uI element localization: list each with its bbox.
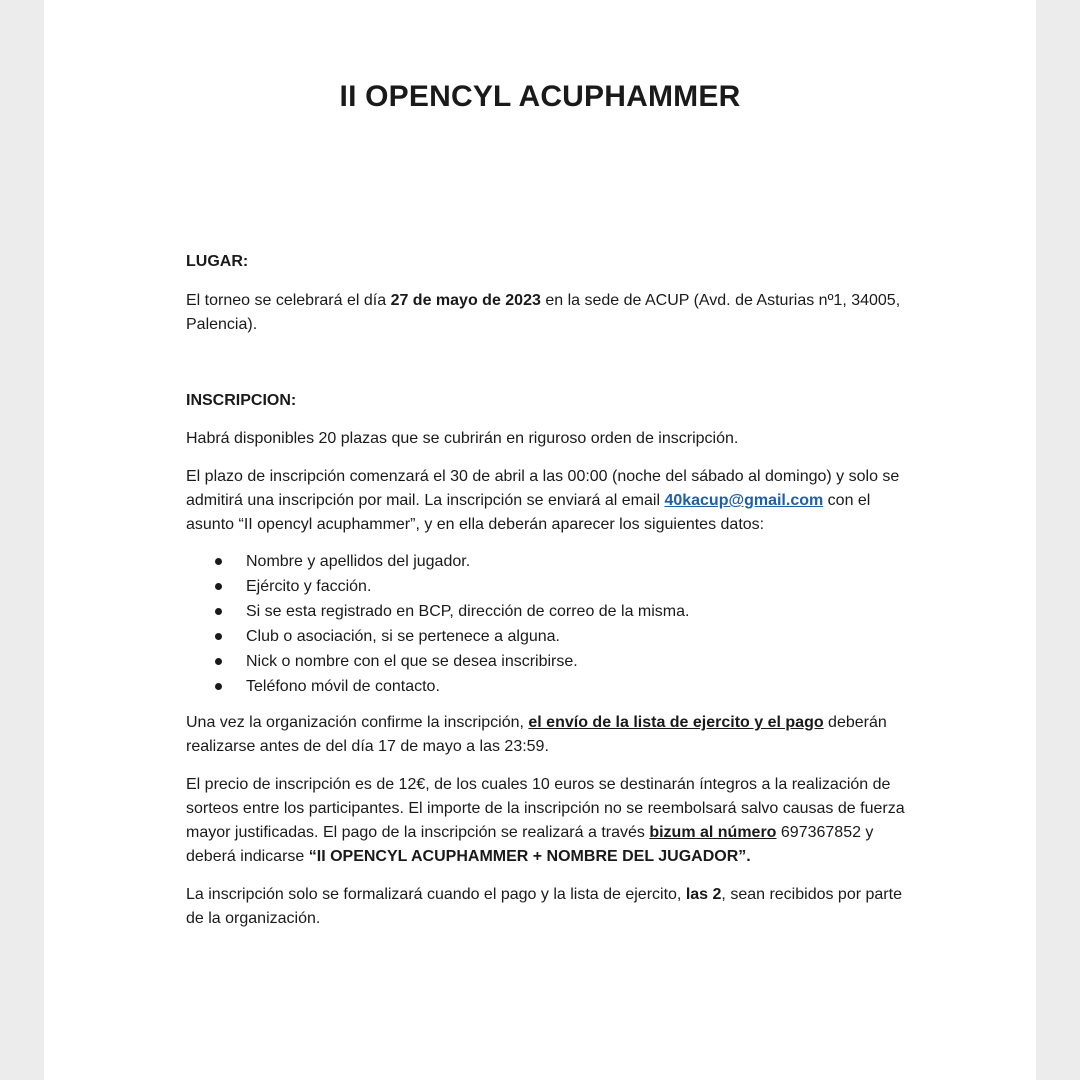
precio-text-2: 697367852 y deberá indicarse <box>186 824 874 865</box>
list-item <box>186 674 906 699</box>
precio-text-1: El precio de inscripción es de 12€, de los cuales 10 euros se destinarán íntegros a la realización de sorteos entre los participantes. El importe de la inscripción no se reembolsará salvo causas de fuerza mayor justificadas. El pago de la inscripción se realizará a través <box>186 776 905 841</box>
confirm-text-2: deberán realizarse antes de del día 17 de mayo a las 23:59. <box>186 714 887 755</box>
formal-text-1: La inscripción solo se formalizará cuando el pago y la lista de ejercito, <box>186 886 686 903</box>
list-item-text: Nick o nombre con el que se desea inscribirse. <box>246 653 578 670</box>
lugar-paragraph <box>186 289 906 337</box>
document-title: II OPENCYL ACUPHAMMER <box>339 80 741 113</box>
bullet-icon <box>215 558 222 565</box>
list-item <box>186 599 906 624</box>
list-item <box>186 649 906 674</box>
bullet-icon <box>215 683 222 690</box>
plazo-paragraph <box>186 465 906 537</box>
bullet-icon <box>215 658 222 665</box>
lugar-text-1: El torneo se celebrará el día <box>186 292 391 309</box>
document-page <box>44 0 1036 1080</box>
section-heading-lugar: LUGAR: <box>186 253 249 270</box>
confirm-emphasis: el envío de la lista de ejercito y el pago <box>528 714 824 731</box>
plazo-text-1: El plazo de inscripción comenzará el 30 de abril a las 00:00 (noche del sábado al domingo) y solo se admitirá una inscripción por mail. La inscripción se enviará al email <box>186 468 900 509</box>
bizum-emphasis: bizum al número <box>649 824 777 841</box>
formalize-paragraph <box>186 883 906 931</box>
bullet-icon <box>215 633 222 640</box>
plazo-text-2: con el asunto “II opencyl acuphammer”, y en ella deberán aparecer los siguientes datos: <box>186 492 871 533</box>
formal-text-2: , sean recibidos por parte de la organización. <box>186 886 902 927</box>
bullet-icon <box>215 608 222 615</box>
confirm-text-1: Una vez la organización confirme la inscripción, <box>186 714 529 731</box>
formal-emphasis: las 2 <box>685 886 722 903</box>
plazas-paragraph: Habrá disponibles 20 plazas que se cubrirán en riguroso orden de inscripción. <box>186 430 739 447</box>
lugar-text-2: en la sede de ACUP (Avd. de Asturias nº1, 34005, Palencia). <box>186 292 901 333</box>
list-item-text: Ejército y facción. <box>246 578 372 595</box>
precio-paragraph <box>186 773 906 869</box>
list-item <box>186 549 906 574</box>
list-item-text: Si se esta registrado en BCP, dirección de correo de la misma. <box>246 603 690 620</box>
confirm-paragraph <box>186 711 906 759</box>
list-item-text: Teléfono móvil de contacto. <box>246 678 440 695</box>
list-item <box>186 624 906 649</box>
list-item-text: Nombre y apellidos del jugador. <box>246 553 471 570</box>
list-item <box>186 574 906 599</box>
section-heading-inscripcion: INSCRIPCION: <box>186 392 297 409</box>
bullet-icon <box>215 583 222 590</box>
required-data-list <box>186 549 906 699</box>
payment-concept: “II OPENCYL ACUPHAMMER + NOMBRE DEL JUGADOR”. <box>308 848 751 865</box>
email-link[interactable]: 40kacup@gmail.com <box>664 492 824 509</box>
document-body <box>186 250 906 931</box>
list-item-text: Club o asociación, si se pertenece a alguna. <box>246 628 560 645</box>
event-date: 27 de mayo de 2023 <box>390 292 541 309</box>
